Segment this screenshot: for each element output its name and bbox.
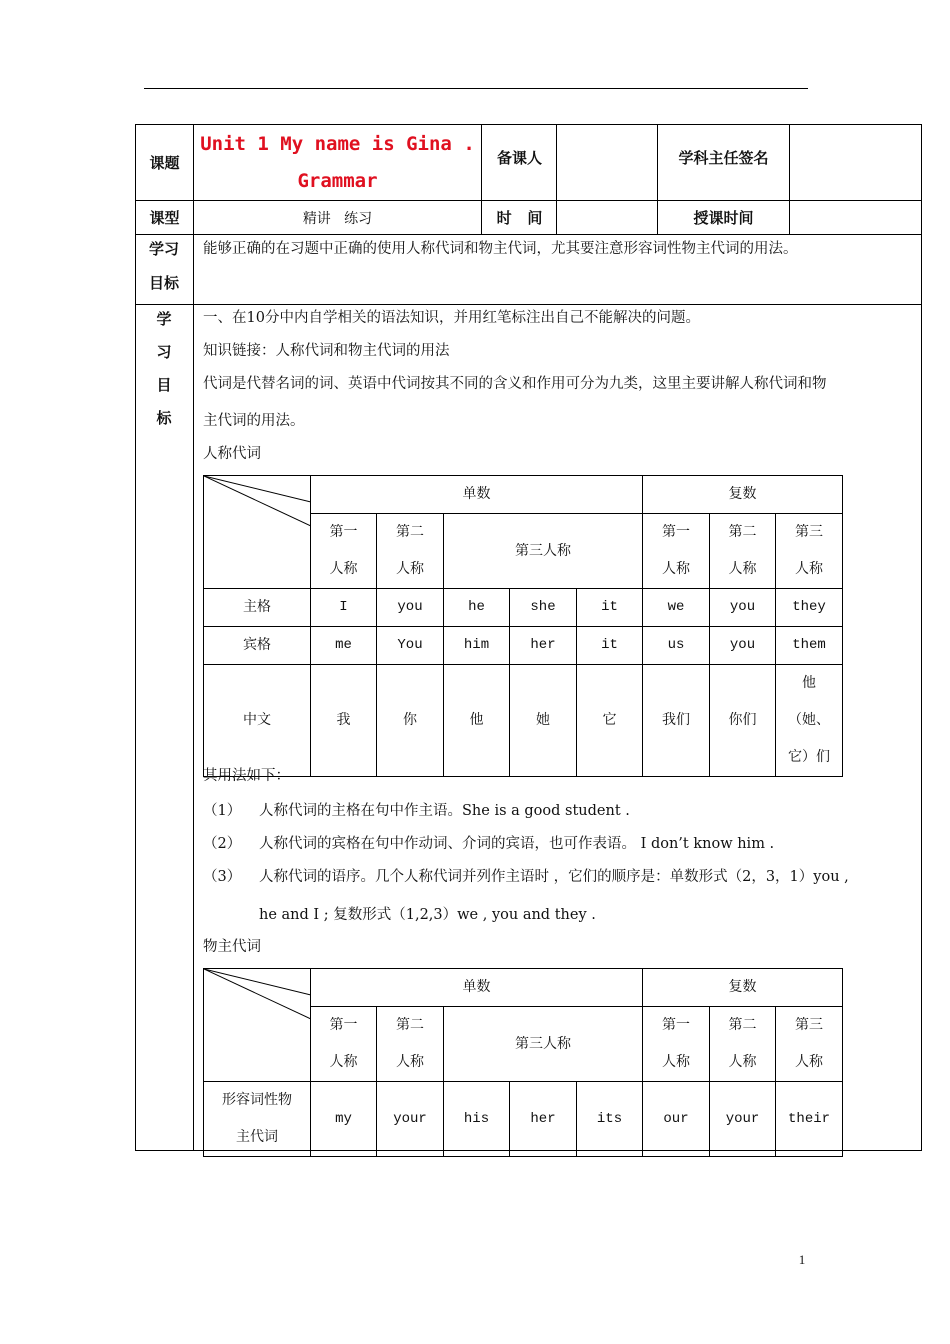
table-cell: they xyxy=(776,589,843,627)
table-cell: 你们 xyxy=(710,665,776,777)
first-person-singular: 第一 人称 xyxy=(311,514,377,589)
row-label-subject: 主格 xyxy=(204,589,311,627)
diagonal-lines xyxy=(204,476,311,583)
possessive-pronoun-table xyxy=(203,968,843,1157)
process-label-1: 学 xyxy=(156,310,172,328)
personal-pronouns-heading: 人称代词 xyxy=(203,446,261,462)
table-cell: I xyxy=(311,589,377,627)
diagonal-header-cell xyxy=(204,476,311,589)
table-cell: 他 （她、 它）们 xyxy=(776,665,843,777)
table-row xyxy=(204,665,843,777)
table-cell: it xyxy=(577,627,643,665)
usage-item-3-continued: he and I ; 复数形式（1,2,3）we , you and they . xyxy=(259,907,596,923)
lesson-title xyxy=(194,125,481,200)
third-person-plural: 第三 人称 xyxy=(776,1007,843,1082)
goals-label-2: 目标 xyxy=(148,274,179,292)
header-rule xyxy=(144,88,808,89)
table-cell: my xyxy=(311,1082,377,1157)
goals-text: 能够正确的在习题中正确的使用人称代词和物主代词，尤其要注意形容词性物主代词的用法。 xyxy=(203,241,798,257)
process-label-2: 习 xyxy=(156,343,172,361)
table-cell: we xyxy=(643,589,710,627)
third-person-singular: 第三人称 xyxy=(444,514,643,589)
table-cell: him xyxy=(444,627,510,665)
preparer-label: 备课人 xyxy=(496,149,542,167)
table-row xyxy=(204,589,843,627)
lesson-title-line1: Unit 1 My name is Gina . xyxy=(200,132,475,155)
table-cell: your xyxy=(710,1082,776,1157)
table-cell: our xyxy=(643,1082,710,1157)
possessive-pronouns-heading: 物主代词 xyxy=(203,939,261,955)
first-person-singular: 第一 人称 xyxy=(311,1007,377,1082)
usage-item-1: （1） 人称代词的主格在句中作主语。She is a good student . xyxy=(203,803,630,819)
table-cell: you xyxy=(710,589,776,627)
table-cell: its xyxy=(577,1082,643,1157)
table-cell: it xyxy=(577,589,643,627)
plural-header: 复数 xyxy=(643,476,843,514)
usage-heading: 其用法如下： xyxy=(203,768,290,784)
singular-header: 单数 xyxy=(311,969,643,1007)
row-label-chinese: 中文 xyxy=(204,665,311,777)
table-cell: you xyxy=(377,589,444,627)
lesson-title-line2: Grammar xyxy=(297,169,378,192)
table-row xyxy=(204,1082,843,1157)
table-cell: your xyxy=(377,1082,444,1157)
usage-item-3: （3） 人称代词的语序。几个人称代词并列作主语时 ，它们的顺序是：单数形式（2，3，1）you , xyxy=(203,869,849,885)
preparer-value xyxy=(558,125,658,200)
diagonal-header-cell xyxy=(204,969,311,1082)
singular-header: 单数 xyxy=(311,476,643,514)
step-one-text: 一、在10分中内自学相关的语法知识，并用红笔标注出自己不能解决的问题。 xyxy=(203,310,700,326)
table-cell: 你 xyxy=(377,665,444,777)
usage-item-2: （2） 人称代词的宾格在句中作动词、介词的宾语，也可作表语。 I don’t know him . xyxy=(203,836,775,852)
third-person-singular: 第三人称 xyxy=(444,1007,643,1082)
type-value: 精讲 练习 xyxy=(302,210,373,227)
second-person-plural: 第二 人称 xyxy=(710,514,776,589)
table-cell: he xyxy=(444,589,510,627)
knowledge-link: 知识链接：人称代词和物主代词的用法 xyxy=(203,343,450,359)
type-label: 课型 xyxy=(149,209,180,227)
table-cell: her xyxy=(510,1082,577,1157)
table-cell: them xyxy=(776,627,843,665)
third-person-plural: 第三 人称 xyxy=(776,514,843,589)
plural-header: 复数 xyxy=(643,969,843,1007)
row-label-adjective-possessive: 形容词性物 主代词 xyxy=(204,1082,311,1157)
process-label-3: 目 xyxy=(156,376,172,394)
goals-label-1: 学习 xyxy=(148,240,179,258)
time-label: 时 间 xyxy=(496,209,543,227)
table-cell: us xyxy=(643,627,710,665)
page-number: 1 xyxy=(798,1252,806,1267)
topic-label: 课题 xyxy=(149,154,180,172)
table-cell: me xyxy=(311,627,377,665)
second-person-plural: 第二 人称 xyxy=(710,1007,776,1082)
teach-time-label: 授课时间 xyxy=(693,209,754,227)
head-signature-label: 学科主任签名 xyxy=(678,149,769,167)
second-person-singular: 第二 人称 xyxy=(377,1007,444,1082)
table-cell: 他 xyxy=(444,665,510,777)
second-person-singular: 第二 人称 xyxy=(377,514,444,589)
table-cell: she xyxy=(510,589,577,627)
table-cell: 我们 xyxy=(643,665,710,777)
table-row xyxy=(204,627,843,665)
table-cell: 我 xyxy=(311,665,377,777)
table-cell: you xyxy=(710,627,776,665)
diagonal-lines xyxy=(204,969,311,1076)
first-person-plural: 第一 人称 xyxy=(643,514,710,589)
process-label-4: 标 xyxy=(156,409,172,427)
table-cell: their xyxy=(776,1082,843,1157)
first-person-plural: 第一 人称 xyxy=(643,1007,710,1082)
personal-pronoun-table xyxy=(203,475,843,777)
row-label-object: 宾格 xyxy=(204,627,311,665)
intro-line-2: 主代词的用法。 xyxy=(203,413,305,429)
table-cell: You xyxy=(377,627,444,665)
intro-line-1: 代词是代替名词的词、英语中代词按其不同的含义和作用可分为九类，这里主要讲解人称代词和物 xyxy=(203,376,827,392)
table-cell: 她 xyxy=(510,665,577,777)
table-cell: her xyxy=(510,627,577,665)
table-cell: his xyxy=(444,1082,510,1157)
table-cell: 它 xyxy=(577,665,643,777)
